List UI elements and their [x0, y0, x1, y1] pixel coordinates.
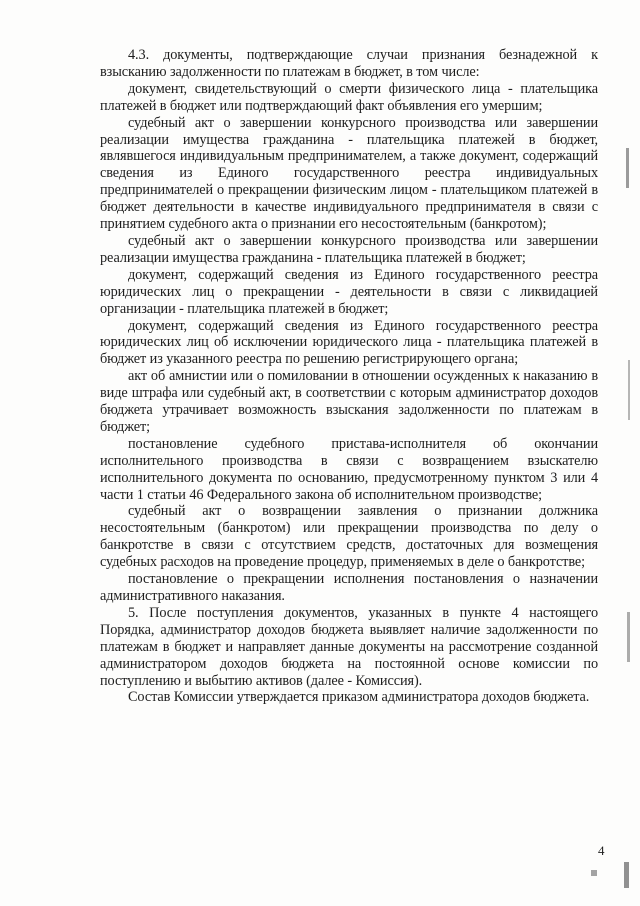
paragraph-death-certificate: документ, свидетельствующий о смерти физического лица - плательщика платежей в бюджет или подтверждающий факт объявления его умершим;: [100, 80, 598, 114]
paragraph-5: 5. После поступления документов, указанных в пункте 4 настоящего Порядка, администратор доходов бюджета выявляет наличие задолженности по платежам в бюджет и направляет данные документы на рассмотрение созданной администратором доходов бюджета на постоянной основе комиссии по поступлению и выбытию активов (далее - Комиссия).: [100, 604, 598, 689]
paragraph-4-3: 4.3. документы, подтверждающие случаи признания безнадежной к взысканию задолженности по платежам в бюджет, в том числе:: [100, 47, 598, 80]
paragraph-citizen-bankruptcy: судебный акт о завершении конкурсного производства или завершении реализации имущества гражданина - плательщика платежей в бюджет;: [100, 232, 598, 266]
scan-mark: [627, 612, 630, 662]
scan-mark: [626, 148, 629, 188]
paragraph-commission: Состав Комиссии утверждается приказом администратора доходов бюджета.: [128, 689, 590, 706]
scan-mark: [591, 870, 597, 876]
scan-mark: [628, 360, 630, 420]
page-number: 4: [598, 843, 605, 858]
paragraph-exclusion-from-registry: документ, содержащий сведения из Единого государственного реестра юридических лиц об исключении юридического лица - плательщика платежей в бюджет из указанного реестра по решению регистрирующего органа;: [100, 317, 598, 368]
document-body: [100, 47, 598, 706]
paragraph-bailiff-resolution: постановление судебного пристава-исполнителя об окончании исполнительного производства в связи с возвращением взыскателю исполнительного документа по основанию, предусмотренному пунктом 3 или 4 части 1 статьи 46 Федерального закона об исполнительном производстве;: [100, 435, 598, 503]
paragraph-returned-bankruptcy-claim: судебный акт о возвращении заявления о признании должника несостоятельным (банкротом) или прекращении производства по делу о банкротстве в связи с отсутствием средств, достаточных для возмещения судебных расходов на проведение процедур, применяемых в деле о банкротстве;: [100, 503, 598, 571]
paragraph-entrepreneur-bankruptcy: судебный акт о завершении конкурсного производства или завершении реализации имущества гражданина - плательщика платежей в бюджет, являвшегося индивидуальным предпринимателем, а также документ, содержащий сведения из Единого государственного реестра индивидуальных предпринимателей о прекращении физическим лицом - плательщиком платежей в бюджет деятельности в качестве индивидуального предпринимателя в связи с принятием судебного акта о признании его несостоятельным (банкротом);: [100, 114, 598, 233]
paragraph-amnesty: акт об амнистии или о помиловании в отношении осужденных к наказанию в виде штрафа или судебный акт, в соответствии с которым администратор доходов бюджета утрачивает возможность взыскания задолженности по платежам в бюджет;: [100, 368, 598, 435]
scan-mark: [624, 862, 629, 888]
paragraph-liquidation: документ, содержащий сведения из Единого государственного реестра юридических лиц о прекращении - деятельности в связи с ликвидацией организации - плательщика платежей в бюджет;: [100, 266, 598, 317]
paragraph-termination-of-execution: постановление о прекращении исполнения постановления о назначении административного наказания.: [100, 571, 598, 604]
